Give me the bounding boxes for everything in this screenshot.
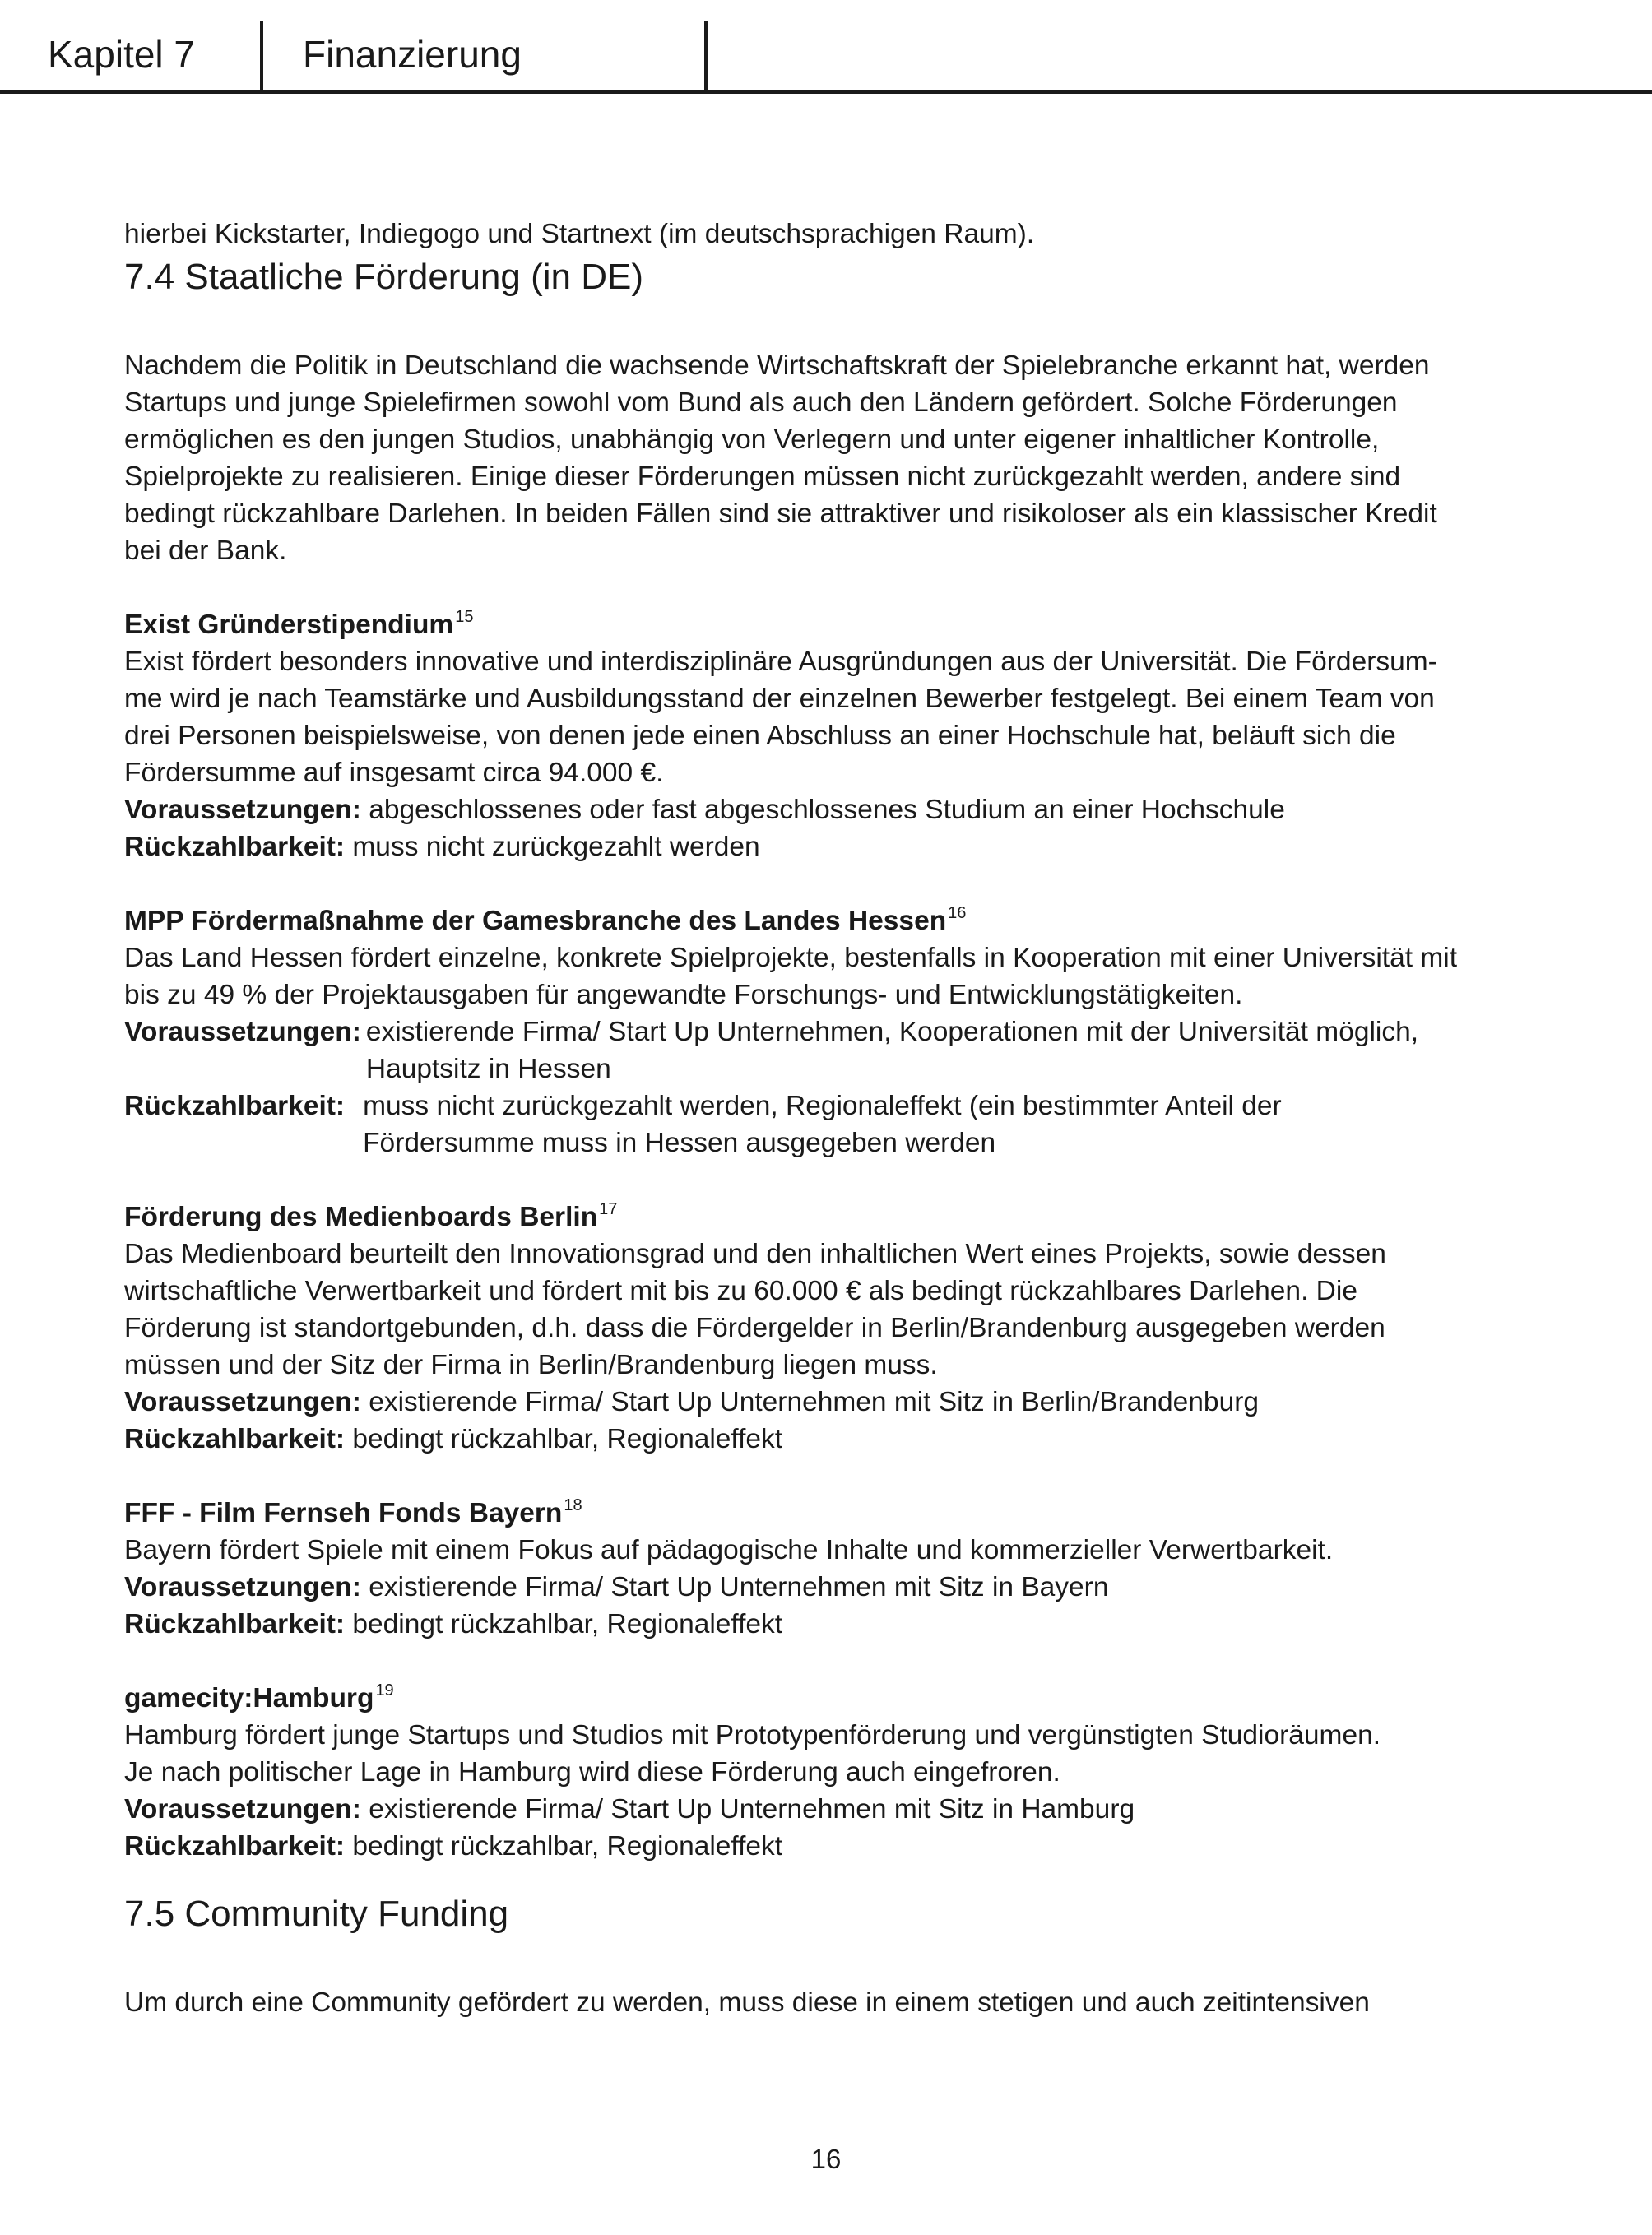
intro-line: hierbei Kickstarter, Indiegogo und Startnext (im deutschsprachigen Raum). [124, 219, 1035, 249]
requirements-line [124, 1569, 1539, 1606]
body-line: Förderung ist standortgebunden, d.h. dass die Fördergelder in Berlin/Brandenburg ausgegeben werden [124, 1313, 1385, 1343]
requirements-label: Voraussetzungen: [124, 1387, 361, 1417]
requirements-line [124, 1384, 1539, 1421]
body-line: ermöglichen es den jungen Studios, unabhängig von Verlegern und unter eigener inhaltlicher Kontrolle, [124, 424, 1380, 455]
requirements-line [124, 1013, 1539, 1087]
page-content [124, 216, 1539, 2021]
header-divider [260, 21, 263, 94]
repayment-value: muss nicht zurückgezahlt werden, Regionaleffekt (ein bestimmter Anteil der [363, 1091, 1282, 1121]
requirements-line [124, 791, 1539, 828]
requirements-value: existierende Firma/ Start Up Unternehmen mit Sitz in Berlin/Brandenburg [369, 1387, 1259, 1417]
repayment-label: Rückzahlbarkeit: [124, 1831, 346, 1862]
repayment-line [124, 1828, 1539, 1865]
body-line: wirtschaftliche Verwertbarkeit und fördert mit bis zu 60.000 € als bedingt rückzahlbares Darlehen. Die [124, 1276, 1357, 1306]
body-line: Hamburg fördert junge Startups und Studios mit Prototypenförderung und vergünstigten Studioräumen. [124, 1720, 1381, 1750]
program-mpp-hessen [124, 902, 1539, 1162]
requirements-value: existierende Firma/ Start Up Unternehmen, Kooperationen mit der Universität möglich, [365, 1017, 1419, 1047]
program-exist [124, 606, 1539, 865]
body-line: bis zu 49 % der Projektausgaben für angewandte Forschungs- und Entwicklungstätigkeiten. [124, 980, 1243, 1010]
requirements-line [124, 1791, 1539, 1828]
repayment-value: Fördersumme muss in Hessen ausgegeben werden [363, 1128, 996, 1158]
program-title [124, 606, 1539, 643]
header-rule [0, 90, 1652, 94]
body-line: Spielprojekte zu realisieren. Einige dieser Förderungen müssen nicht zurückgezahlt werden, andere sind [124, 461, 1401, 492]
requirements-value: abgeschlossenes oder fast abgeschlossenes Studium an einer Hochschule [369, 795, 1285, 825]
chapter-label: Kapitel 7 [48, 33, 196, 76]
page-header [0, 0, 1652, 95]
program-title-text: Förderung des Medienboards Berlin [124, 1202, 598, 1232]
program-title-text: FFF - Film Fernseh Fonds Bayern [124, 1498, 563, 1528]
requirements-label: Voraussetzungen: [124, 1794, 361, 1825]
repayment-line [124, 828, 1539, 865]
body-line: me wird je nach Teamstärke und Ausbildungsstand der einzelnen Bewerber festgelegt. Bei einem Team von [124, 684, 1435, 714]
requirements-label: Voraussetzungen: [124, 1572, 361, 1602]
body-line: Startups und junge Spielefirmen sowohl vom Bund als auch den Ländern gefördert. Solche Förderungen [124, 387, 1398, 418]
repayment-label: Rückzahlbarkeit: [124, 832, 346, 862]
body-line: drei Personen beispielsweise, von denen jede einen Abschluss an einer Hochschule hat, beläuft sich die [124, 721, 1396, 751]
body-line: Je nach politischer Lage in Hamburg wird diese Förderung auch eingefroren. [124, 1757, 1060, 1788]
requirements-value: Hauptsitz in Hessen [365, 1054, 611, 1084]
body-line: Exist fördert besonders innovative und interdisziplinäre Ausgründungen aus der Universität. Die Fördersum- [124, 647, 1437, 677]
section-7-4-body [124, 347, 1539, 569]
repayment-line [124, 1606, 1539, 1643]
repayment-line [124, 1087, 1539, 1162]
program-title [124, 1680, 1539, 1717]
section-heading-7-5: 7.5 Community Funding [124, 1894, 509, 1934]
body-line: Das Land Hessen fördert einzelne, konkrete Spielprojekte, bestenfalls in Kooperation mit einer Universität mit [124, 943, 1458, 973]
body-line: Bayern fördert Spiele mit einem Fokus auf pädagogische Inhalte und kommerzieller Verwertbarkeit. [124, 1535, 1334, 1565]
footnote-ref[interactable]: 19 [375, 1681, 394, 1699]
repayment-label: Rückzahlbarkeit: [124, 1091, 346, 1121]
repayment-label: Rückzahlbarkeit: [124, 1609, 346, 1639]
program-title [124, 1199, 1539, 1236]
footnote-ref[interactable]: 15 [455, 608, 474, 626]
repayment-label: Rückzahlbarkeit: [124, 1424, 346, 1454]
program-medienboard-berlin [124, 1199, 1539, 1458]
repayment-line [124, 1421, 1539, 1458]
footnote-ref[interactable]: 16 [948, 904, 967, 922]
requirements-value: existierende Firma/ Start Up Unternehmen mit Sitz in Hamburg [369, 1794, 1135, 1825]
section-heading-7-4: 7.4 Staatliche Förderung (in DE) [124, 257, 643, 297]
section-label: Finanzierung [303, 33, 522, 76]
program-title [124, 902, 1539, 939]
body-line: Nachdem die Politik in Deutschland die wachsende Wirtschaftskraft der Spielebranche erkannt hat, werden [124, 350, 1430, 381]
footnote-ref[interactable]: 18 [564, 1496, 582, 1514]
footnote-ref[interactable]: 17 [599, 1200, 618, 1218]
program-title-text: gamecity:Hamburg [124, 1683, 374, 1713]
body-line: Fördersumme auf insgesamt circa 94.000 €. [124, 758, 664, 788]
requirements-value: existierende Firma/ Start Up Unternehmen mit Sitz in Bayern [369, 1572, 1109, 1602]
repayment-value: bedingt rückzahlbar, Regionaleffekt [352, 1609, 783, 1639]
header-divider [704, 21, 708, 94]
body-line: Das Medienboard beurteilt den Innovationsgrad und den inhaltlichen Wert eines Projekts, sowie dessen [124, 1239, 1386, 1269]
requirements-label: Voraussetzungen: [124, 795, 361, 825]
repayment-value: bedingt rückzahlbar, Regionaleffekt [352, 1424, 783, 1454]
program-gamecity-hamburg [124, 1680, 1539, 1865]
program-title-text: MPP Fördermaßnahme der Gamesbranche des Landes Hessen [124, 906, 947, 936]
program-title [124, 1495, 1539, 1532]
page-number: 16 [810, 2144, 842, 2174]
requirements-label: Voraussetzungen: [124, 1017, 361, 1047]
body-line: bei der Bank. [124, 536, 287, 566]
body-line: müssen und der Sitz der Firma in Berlin/Brandenburg liegen muss. [124, 1350, 938, 1380]
repayment-value: muss nicht zurückgezahlt werden [352, 832, 760, 862]
repayment-value: bedingt rückzahlbar, Regionaleffekt [352, 1831, 783, 1862]
program-title-text: Exist Gründerstipendium [124, 610, 454, 640]
body-line: Um durch eine Community gefördert zu werden, muss diese in einem stetigen und auch zeitintensiven [124, 1987, 1370, 2018]
program-fff-bayern [124, 1495, 1539, 1643]
body-line: bedingt rückzahlbare Darlehen. In beiden Fällen sind sie attraktiver und risikoloser als ein klassischer Kredit [124, 498, 1437, 529]
